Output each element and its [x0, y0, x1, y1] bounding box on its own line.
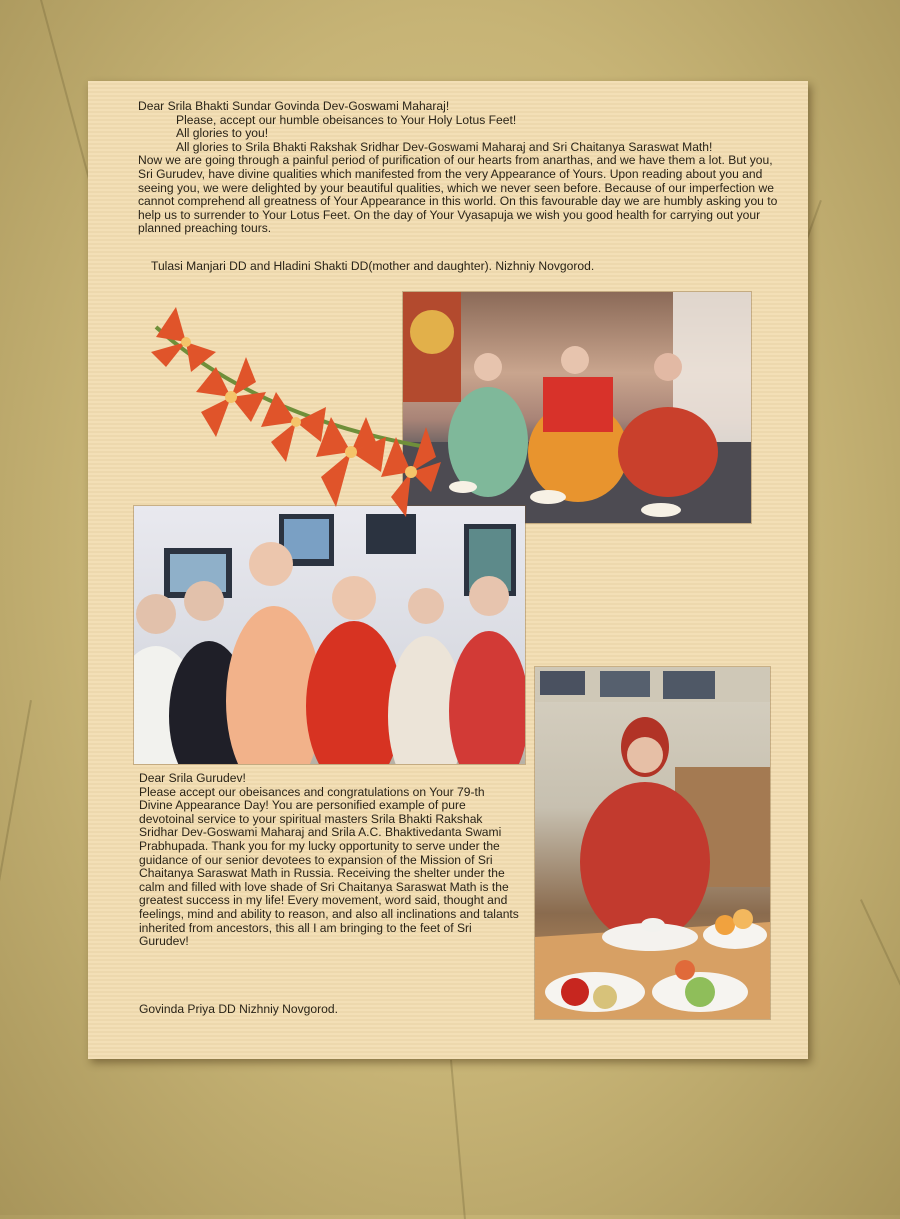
letter-two-signature: Govinda Priya DD Nizhniy Novgorod. [139, 1002, 338, 1016]
photo-seated-devotees-illustration [403, 292, 751, 523]
background-branch [860, 899, 900, 1172]
letter-one-salutation: Dear Srila Bhakti Sundar Govinda Dev-Goswami Maharaj! [138, 99, 450, 113]
photo-seated-devotees [403, 292, 751, 523]
letter-two-salutation: Dear Srila Gurudev! [139, 771, 246, 785]
lily-flower-garland [136, 297, 446, 527]
photo-standing-group-illustration [134, 506, 525, 764]
greeting-card [88, 81, 808, 1059]
background-branch [0, 700, 32, 1144]
letter-one-line: Please, accept our humble obeisances to Your Holy Lotus Feet! [176, 112, 517, 127]
photo-standing-group [134, 506, 525, 764]
letter-one-signature: Tulasi Manjari DD and Hladini Shakti DD(mother and daughter). Nizhniy Novgorod. [151, 259, 595, 273]
letter-two-body: Please accept our obeisances and congratulations on Your 79-th Divine Appearance Day! You are personified example of pure devotoinal service to your spiritual masters Srila Bhakti Rakshak Sridhar Dev-Goswami Maharaj and Srila A.C. Bhaktivedanta Swami Prabhupada. Thank you for my lucky opportunity to serve under the guidance of our senior devotees to expansion of the Mission of Sri Chaitanya Saraswat Math in Russia. Receiving the shelter under the calm and filled with love shade of Sri Chaitanya Saraswat Math is the greatest success in my life! Every movement, word said, thought and feelings, mind and ability to reason, and also all inclinations and talants inherited from ancestors, this all I am bringing to the feet of Sri Gurudev! [139, 784, 519, 949]
photo-woman-with-fruit [535, 667, 770, 1019]
letter-one-body: Now we are going through a painful period of purification of our hearts from anarthas, and we have them a lot. But you, Sri Gurudev, have divine qualities which manifested from the very Appearance of Yours. Upon reading about you and seeing you, we were delighted by your beautiful qualities, which we never seen before. Because of our imperfection we cannot comprehend all greatness of Your Appearance in this world. On this favourable day we are humbly asking you to help us to surrender to Your Lotus Feet. On the day of Your Vyasapuja we wish you good health for carrying out your planned preaching tours. [138, 153, 778, 236]
letter-one-line: All glories to Srila Bhakti Rakshak Sridhar Dev-Goswami Maharaj and Sri Chaitanya Saraswat Math! [176, 139, 713, 154]
background-branch [450, 1060, 466, 1219]
letter-one [138, 100, 778, 236]
letter-two [139, 772, 519, 949]
letter-one-line: All glories to you! [176, 126, 269, 141]
photo-woman-with-fruit-illustration [535, 667, 770, 1019]
